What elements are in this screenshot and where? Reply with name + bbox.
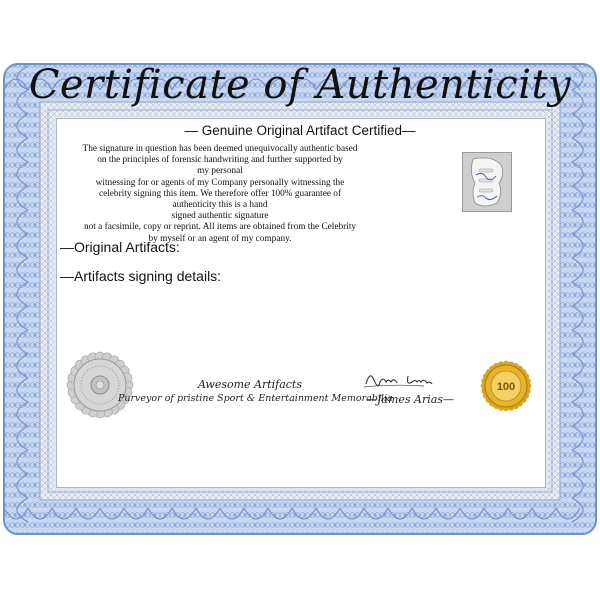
gold-guarantee-seal-icon [478, 358, 534, 414]
statement-line: witnessing for or agents of my Company personally witnessing the [95, 177, 345, 188]
certificate-subtitle: — Genuine Original Artifact Certified— [184, 123, 416, 138]
statement-line: The signature in question has been deemed unequivocally authentic based [82, 144, 358, 154]
statement-line: signed authentic signature [171, 211, 269, 222]
signer-name: —James Arias— [366, 393, 454, 406]
statement-line: not a facsimile, copy or reprint. All items are obtained from the Celebrity [83, 222, 357, 233]
statement-line: on the principles of forensic handwriting and further supported by [97, 155, 343, 166]
authenticity-statement [60, 144, 380, 245]
company-name: Awesome Artifacts [197, 378, 303, 391]
statement-line: by myself or an agent of my company. [148, 233, 292, 244]
signature-icon [360, 368, 460, 392]
item-photo [462, 152, 512, 212]
company-tagline: Purveyor of pristine Sport & Entertainment Memorabilia [118, 393, 393, 404]
seal-number: 100 [496, 381, 516, 393]
statement-line: celebrity signing this item. We therefore offer 100% guarantee of [98, 188, 342, 199]
statement-line: my personal [197, 166, 243, 177]
signing-details-label: —Artifacts signing details: [60, 268, 222, 284]
original-artifacts-label: —Original Artifacts: [60, 239, 180, 255]
certificate-title: Certificate of Authenticity [28, 62, 572, 108]
statement-line: authenticity this is a hand [172, 200, 268, 211]
embossed-seal-icon [60, 345, 140, 425]
